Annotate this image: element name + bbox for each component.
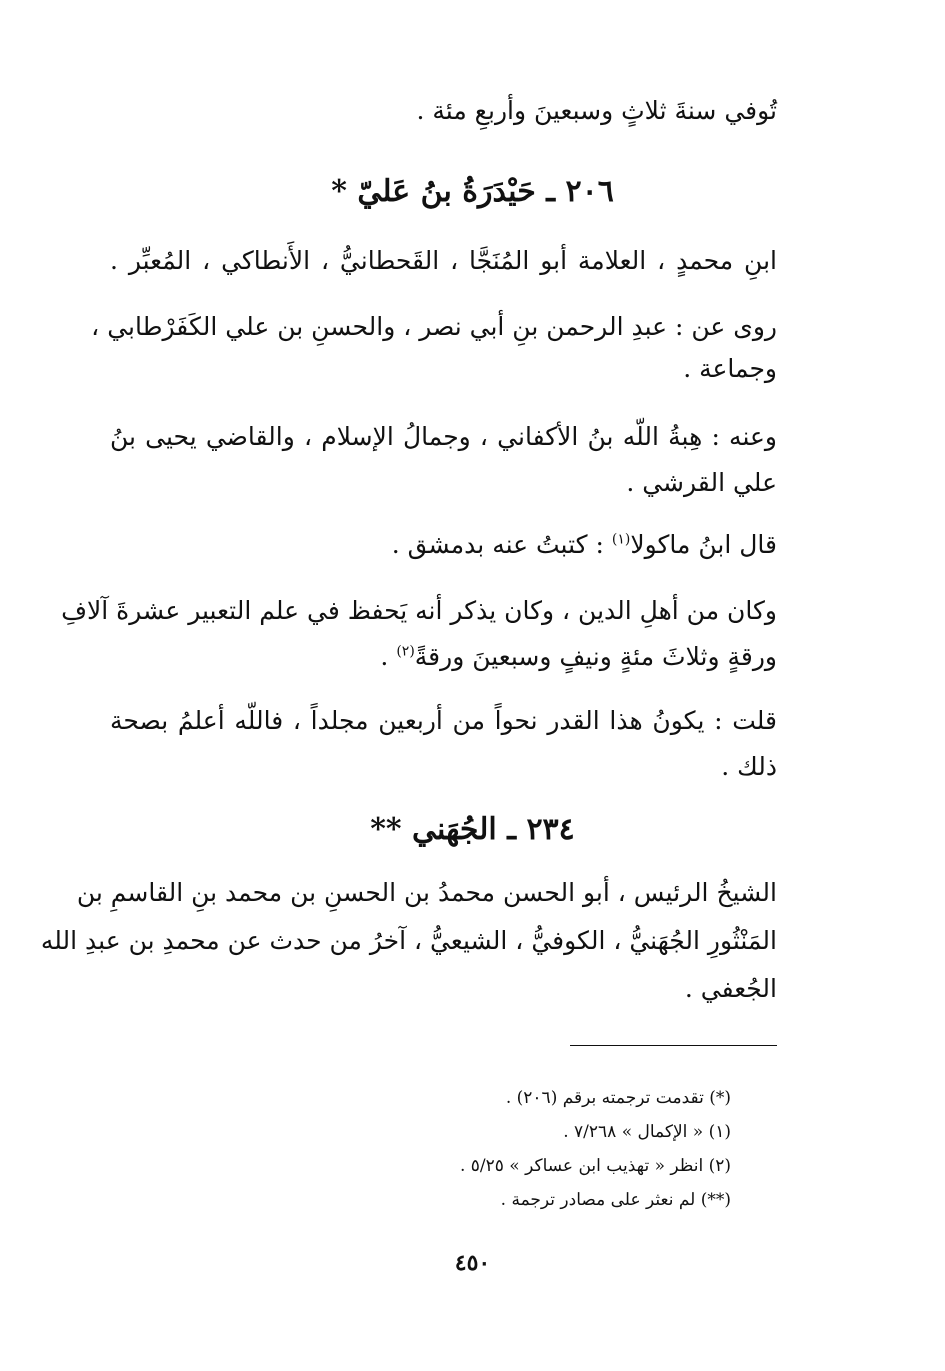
pages-end: . — [380, 642, 389, 671]
footnote-divider — [570, 1045, 777, 1046]
footnote-2: (١) « الإكمال » ٧/٢٦٨ . — [563, 1122, 731, 1142]
entry-206-line-1: ابنِ محمدٍ ، العلامة أبو المُنَجَّا ، القَحطانيُّ ، الأَنطاكي ، المُعبِّر . — [110, 246, 777, 275]
page-number: ٤٥٠ — [454, 1250, 491, 1276]
pages-text: ورقةٍ وثلاثَ مئةٍ ونيفٍ وسبعينَ ورقةً — [414, 642, 777, 671]
footnote-4: (**) لم نعثر على مصادر ترجمة . — [500, 1190, 731, 1210]
entry-234-line-3: الجُعفي . — [684, 974, 777, 1003]
entry-206-line-2: روى عن : عبدِ الرحمن بنِ أبي نصر ، والحسنِ بن علي الكَفَرْطابي ، — [91, 312, 777, 341]
footnote-ref-2: (٢) — [396, 643, 415, 660]
entry-206-line-5: علي القرشي . — [626, 468, 777, 497]
entry-206-line-6 — [392, 528, 777, 562]
footnote-ref-1: (١) — [611, 531, 631, 548]
entry-206-line-3: وجماعة . — [683, 354, 777, 383]
quote-prefix: قال ابنُ ماكولا — [630, 530, 777, 559]
entry-234-line-1: الشيخُ الرئيس ، أبو الحسن محمدُ بن الحسنِ بن محمد بنِ القاسمِ بن — [76, 878, 777, 907]
footnote-1: (*) تقدمت ترجمته برقم (٢٠٦) . — [505, 1088, 731, 1108]
entry-206-line-7: وكان من أهلِ الدين ، وكان يذكر أنه يَحفظ في علم التعبير عشرةَ آلافِ — [61, 596, 777, 625]
entry-heading-234: ٢٣٤ ـ الجُهَني ** — [370, 812, 575, 847]
entry-234-line-2: المَنْثُورِ الجُهَنيُّ ، الكوفيُّ ، الشيعيُّ ، آخرُ من حدث عن محمدِ بن عبدِ الله — [40, 926, 777, 955]
entry-206-line-8 — [380, 640, 777, 674]
entry-206-line-9: قلت : يكونُ هذا القدر نحواً من أربعين مجلداً ، فاللّه أعلمُ بصحة — [110, 706, 777, 735]
entry-heading-206: ٢٠٦ ـ حَيْدَرَةُ بنُ عَليّ * — [331, 174, 614, 209]
entry-206-line-10: ذلك . — [721, 752, 777, 781]
quote-text: : كتبتُ عنه بدمشق . — [391, 530, 604, 559]
footnote-3: (٢) انظر « تهذيب ابن عساكر » ٥/٢٥ . — [459, 1156, 731, 1176]
entry-206-line-4: وعنه : هِبةُ اللّه بنُ الأكفاني ، وجمالُ الإسلام ، والقاضي يحيى بنُ — [110, 422, 777, 451]
intro-line: تُوفي سنةَ ثلاثٍ وسبعينَ وأربعِ مئة . — [416, 96, 777, 125]
